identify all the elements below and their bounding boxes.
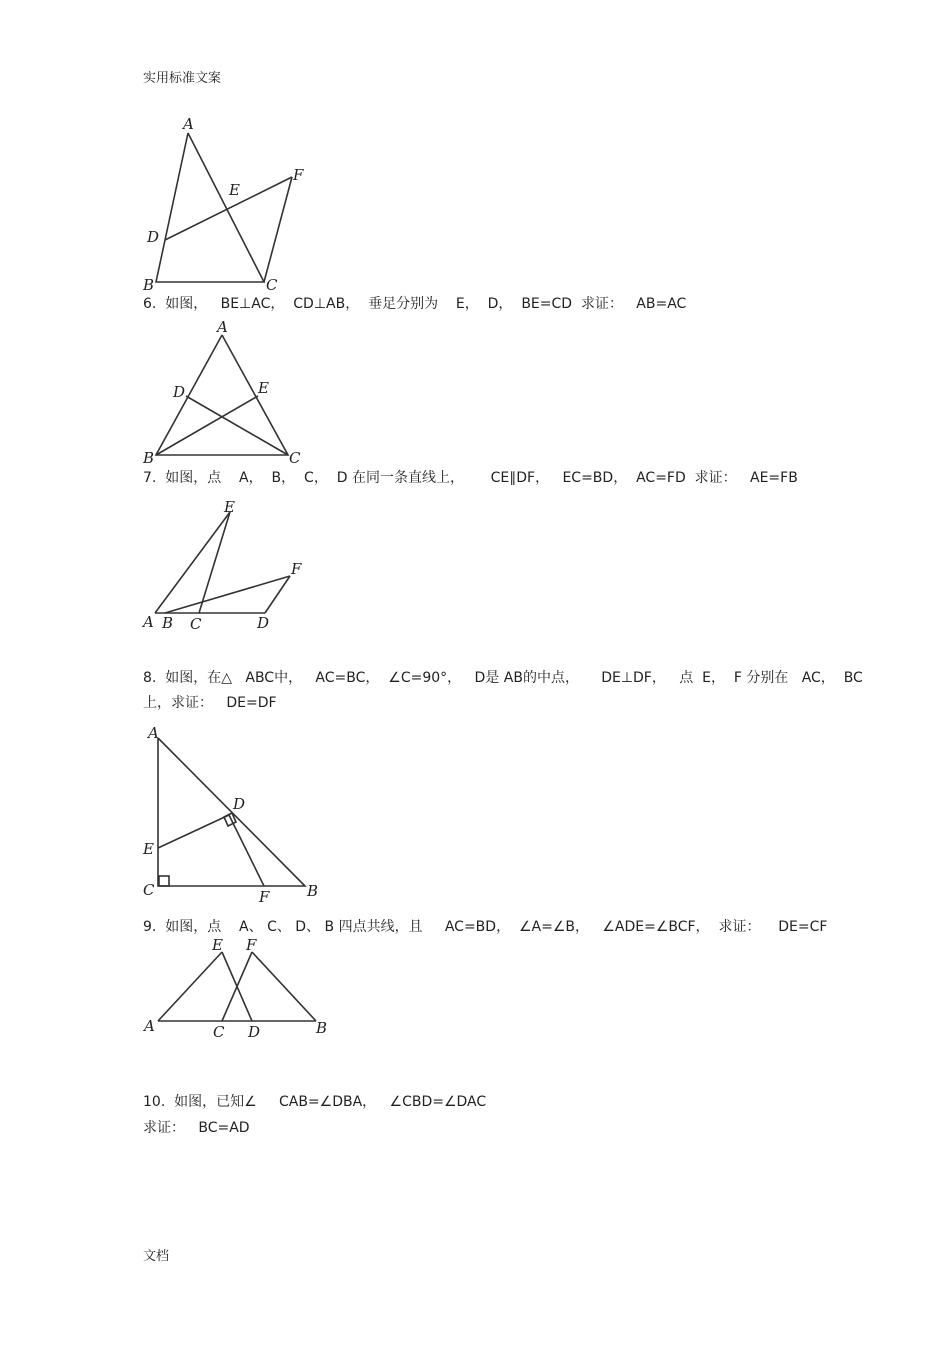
segment-ae [158,952,222,1021]
label-b: B [316,1019,328,1037]
problem-9-text: 9. 如图，点 A、 C、 D、 B 四点共线，且 AC=BD， ∠A=∠B， ∠ADE=∠BCF， 求证： DE=CF [143,919,828,935]
label-c: C [266,276,278,294]
label-e: E [224,498,235,516]
label-d: D [173,383,186,401]
label-b: B [307,882,319,900]
label-d: D [147,228,160,246]
label-a: A [183,115,194,133]
label-c: C [213,1023,225,1041]
label-f: F [259,888,270,906]
label-f: F [293,166,304,184]
problem-10-text-line-1: 10. 如图，已知∠ CAB=∠DBA， ∠CBD=∠DAC [143,1094,487,1110]
problem-7-text: 7. 如图，点 A， B， C， D 在同一条直线上， CE∥DF， EC=BD， AC=FD 求证： AE=FB [143,470,798,486]
page-footer: 文档 [143,1249,170,1264]
label-a: A [144,1017,155,1035]
label-a: A [143,613,154,631]
label-c: C [190,615,202,633]
problem-10-text-line-2: 求证： BC=AD [143,1120,250,1136]
segment-fb [252,952,316,1021]
problem-8-text-line-1: 8. 如图，在△ ABC中， AC=BC， ∠C=90°， D是 AB的中点， DE⊥DF， 点 E， F 分别在 AC， BC [143,670,863,686]
problem-8-text-line-2: 上，求证： DE=DF [143,695,277,711]
label-d: D [248,1023,261,1041]
label-c: C [143,881,155,899]
label-c: C [289,449,301,467]
label-b: B [143,276,155,294]
label-e: E [212,936,223,954]
label-b: B [143,449,155,467]
label-d: D [257,614,270,632]
label-b: B [162,614,174,632]
label-e: E [258,379,269,397]
label-a: A [148,724,159,742]
label-f: F [291,560,302,578]
label-a: A [217,318,228,336]
label-e: E [143,840,154,858]
label-f: F [246,936,257,954]
label-d: D [233,795,246,813]
label-e: E [229,181,240,199]
problem-6-text: 6. 如图， BE⊥AC， CD⊥AB， 垂足分别为 E， D， BE=CD 求证： AB=AC [143,296,687,312]
page-header: 实用标准文案 [143,71,222,86]
